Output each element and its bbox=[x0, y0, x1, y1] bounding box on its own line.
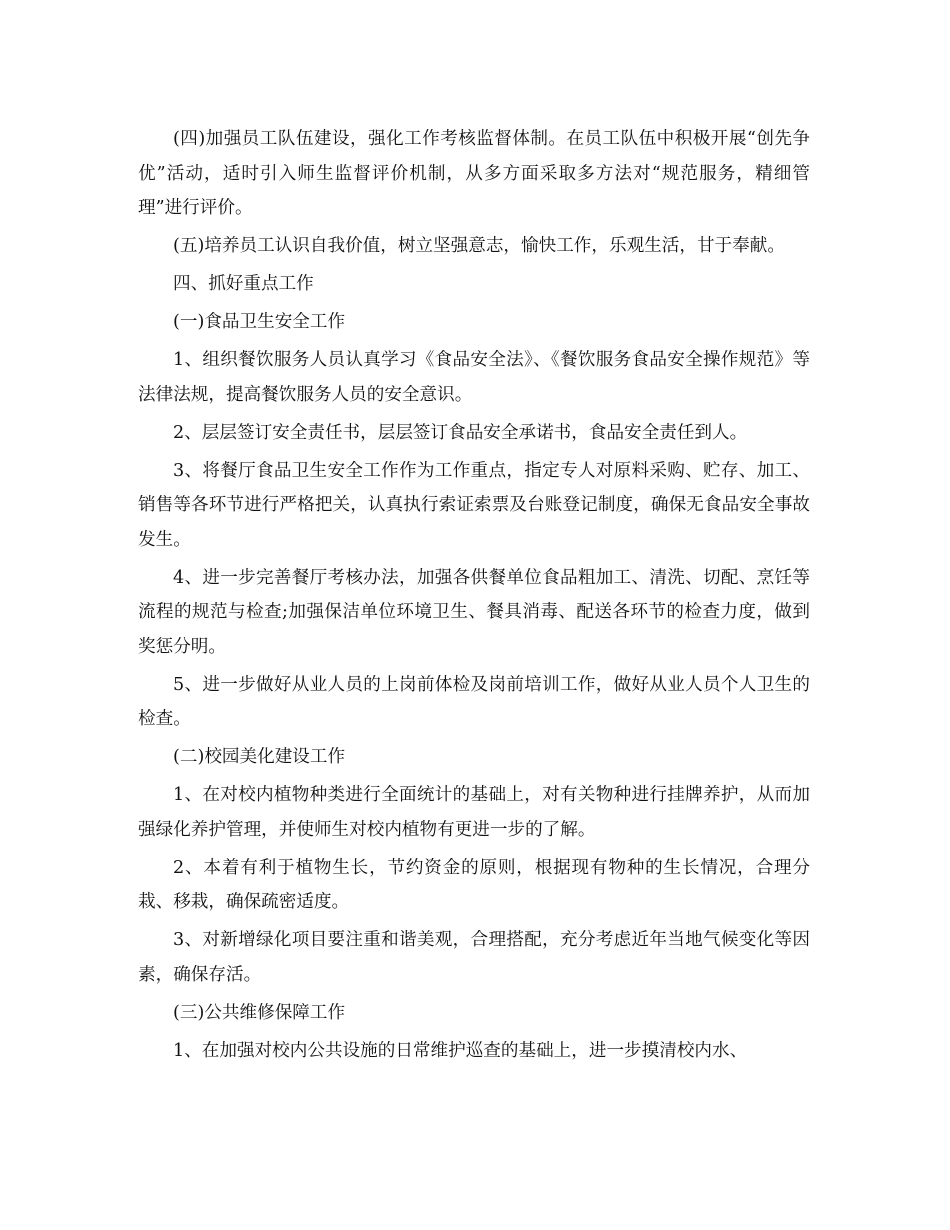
paragraph-greening-3: 3、对新增绿化项目要注重和谐美观，合理搭配，充分考虑近年当地气候变化等因素，确保存活。 bbox=[138, 930, 810, 985]
document-body bbox=[138, 122, 810, 1072]
paragraph-food-safety-1: 1、组织餐饮服务人员认真学习《食品安全法》、《餐饮服务食品安全操作规范》等法律法规，提高餐饮服务人员的安全意识。 bbox=[138, 350, 810, 405]
paragraph-staff-team-building: (四)加强员工队伍建设，强化工作考核监督体制。在员工队伍中积极开展“创先争优”活动，适时引入师生监督评价机制，从多方面采取多方法对“规范服务，精细管理”进行评价。 bbox=[138, 129, 810, 218]
paragraph-staff-self-value: (五)培养员工认识自我价值，树立坚强意志，愉快工作，乐观生活，甘于奉献。 bbox=[173, 236, 785, 256]
paragraph-food-safety-2: 2、层层签订安全责任书，层层签订食品安全承诺书，食品安全责任到人。 bbox=[173, 422, 748, 443]
paragraph-food-safety-4: 4、进一步完善餐厅考核办法，加强各供餐单位食品粗加工、清洗、切配、烹饪等流程的规范与检查;加强保洁单位环境卫生、餐具消毒、配送各环节的检查力度，做到奖惩分明。 bbox=[138, 567, 810, 657]
subheading-food-safety: (一)食品卫生安全工作 bbox=[173, 312, 346, 332]
paragraph-maintenance-1: 1、在加强对校内公共设施的日常维护巡查的基础上，进一步摸清校内水、 bbox=[173, 1040, 748, 1061]
subheading-public-maintenance: (三)公共维修保障工作 bbox=[173, 1002, 346, 1023]
section-heading-key-work: 四、抓好重点工作 bbox=[173, 274, 314, 294]
paragraph-greening-1: 1、在对校内植物种类进行全面统计的基础上，对有关物种进行挂牌养护，从而加强绿化养护管理，并使师生对校内植物有更进一步的了解。 bbox=[138, 785, 810, 840]
paragraph-greening-2: 2、本着有利于植物生长，节约资金的原则，根据现有物种的生长情况，合理分栽、移栽，确保疏密适度。 bbox=[138, 857, 810, 912]
subheading-campus-greening: (二)校园美化建设工作 bbox=[173, 747, 346, 767]
paragraph-food-safety-5: 5、进一步做好从业人员的上岗前体检及岗前培训工作，做好从业人员个人卫生的检查。 bbox=[138, 674, 810, 729]
paragraph-food-safety-3: 3、将餐厅食品卫生安全工作作为工作重点，指定专人对原料采购、贮存、加工、销售等各环节进行严格把关，认真执行索证索票及台账登记制度，确保无食品安全事故发生。 bbox=[138, 460, 810, 550]
